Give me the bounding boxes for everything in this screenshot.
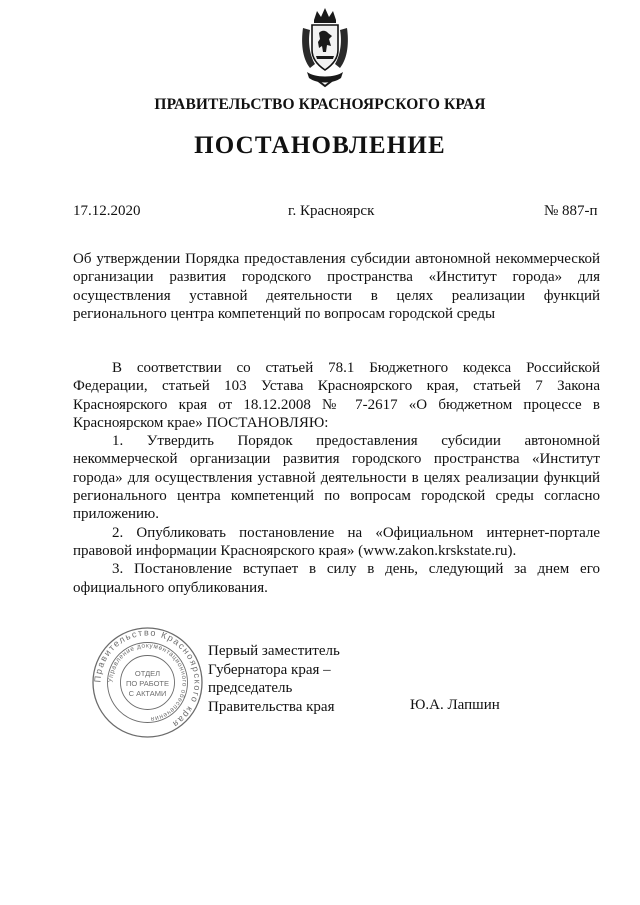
coat-of-arms-icon <box>299 6 351 88</box>
signature-block <box>208 642 340 716</box>
document-body <box>73 359 600 597</box>
signature-line: Первый заместитель <box>208 643 340 659</box>
stamp-center-line: ОТДЕЛ <box>134 669 161 678</box>
stamp-inner-text: Управление документационного обеспечения <box>107 642 188 723</box>
stamp-seal-icon <box>91 626 204 739</box>
government-title: ПРАВИТЕЛЬСТВО КРАСНОЯРСКОГО КРАЯ <box>154 96 486 113</box>
signer-name: Ю.А. Лапшин <box>410 697 500 713</box>
clause-1: 1. Утвердить Порядок предоставления субсидии автономной некоммерческой организации развития городского пространства «Институт города» для осуществления уставной деятельности в целях реализации функций регионального центра компетенций по вопросам городской среды согласно приложению. <box>73 433 600 523</box>
official-stamp <box>91 626 204 739</box>
stamp-center-line: ПО РАБОТЕ <box>125 679 170 688</box>
document-date: 17.12.2020 <box>73 203 141 219</box>
signature-line: Правительства края <box>208 698 335 715</box>
preamble-paragraph: В соответствии со статьей 78.1 Бюджетного кодекса Российской Федерации, статьей 103 Устава Красноярского края, статьей 7 Закона Красноярского края от 18.12.2008 № 7-2617 «О бюджетном процессе в Красноярском крае» ПОСТАНОВЛЯЮ: <box>73 360 600 431</box>
document-city: г. Красноярск <box>288 203 375 219</box>
clause-3: 3. Постановление вступает в силу в день, следующий за днем его официального опубликования. <box>73 561 600 596</box>
document-number: № 887-п <box>544 203 598 219</box>
stamp-outer-text: Правительство Красноярского края <box>92 627 203 730</box>
clause-2: 2. Опубликовать постановление на «Официальном интернет-портале правовой информации Красноярского края» (www.zakon.krskstate.ru). <box>73 524 600 559</box>
signature-line: председатель <box>208 680 293 697</box>
coat-of-arms-emblem <box>299 6 351 88</box>
signature-line: Губернатора края – <box>208 661 331 678</box>
stamp-center-line: С АКТАМИ <box>128 689 167 698</box>
document-type-heading: ПОСТАНОВЛЕНИЕ <box>194 132 446 159</box>
document-subject: Об утверждении Порядка предоставления субсидии автономной некоммерческой организации развития городского пространства «Институт города» для осуществления уставной деятельности в целях реализации функций регионального центра компетенций по вопросам городской среды <box>73 251 600 322</box>
